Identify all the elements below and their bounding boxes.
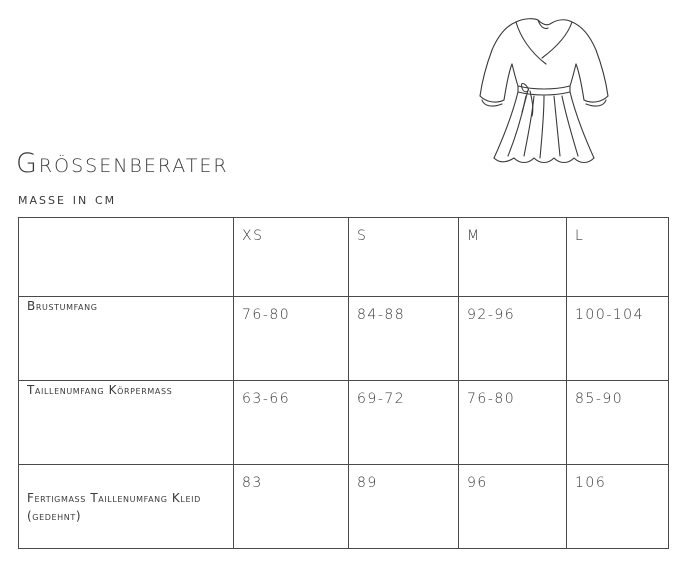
table-header-row <box>19 218 669 297</box>
table-cell: 76-80 <box>459 381 567 465</box>
table-row <box>19 297 669 381</box>
table-cell: 89 <box>349 465 459 549</box>
table-cell: 69-72 <box>349 381 459 465</box>
table-cell: 63-66 <box>234 381 349 465</box>
wrap-dress-icon <box>468 12 618 172</box>
dress-illustration <box>468 12 618 172</box>
page-title: Grössenberater <box>16 148 229 179</box>
table-cell: 85-90 <box>567 381 669 465</box>
table-cell: 100-104 <box>567 297 669 381</box>
row-label-taillenumfang: Taillenumfang Körpermass <box>27 383 173 397</box>
table-cell: 83 <box>234 465 349 549</box>
table-cell: 76-80 <box>234 297 349 381</box>
table-corner-cell <box>19 218 234 297</box>
row-label-cell <box>19 297 234 381</box>
units-subtitle: masse in cm <box>18 190 117 208</box>
table-cell: 96 <box>459 465 567 549</box>
row-label-brustumfang: Brustumfang <box>27 299 98 313</box>
table-cell: 106 <box>567 465 669 549</box>
table-cell: 84-88 <box>349 297 459 381</box>
column-header-l: L <box>567 218 669 297</box>
column-header-xs: XS <box>234 218 349 297</box>
row-label-cell <box>19 381 234 465</box>
table-row <box>19 465 669 549</box>
table-row <box>19 381 669 465</box>
row-label-fertigmass: Fertigmass Taillenumfang Kleid (gedehnt) <box>27 490 201 523</box>
column-header-m: M <box>459 218 567 297</box>
size-chart-table <box>18 217 669 549</box>
column-header-s: S <box>349 218 459 297</box>
row-label-cell <box>19 465 234 549</box>
table-cell: 92-96 <box>459 297 567 381</box>
